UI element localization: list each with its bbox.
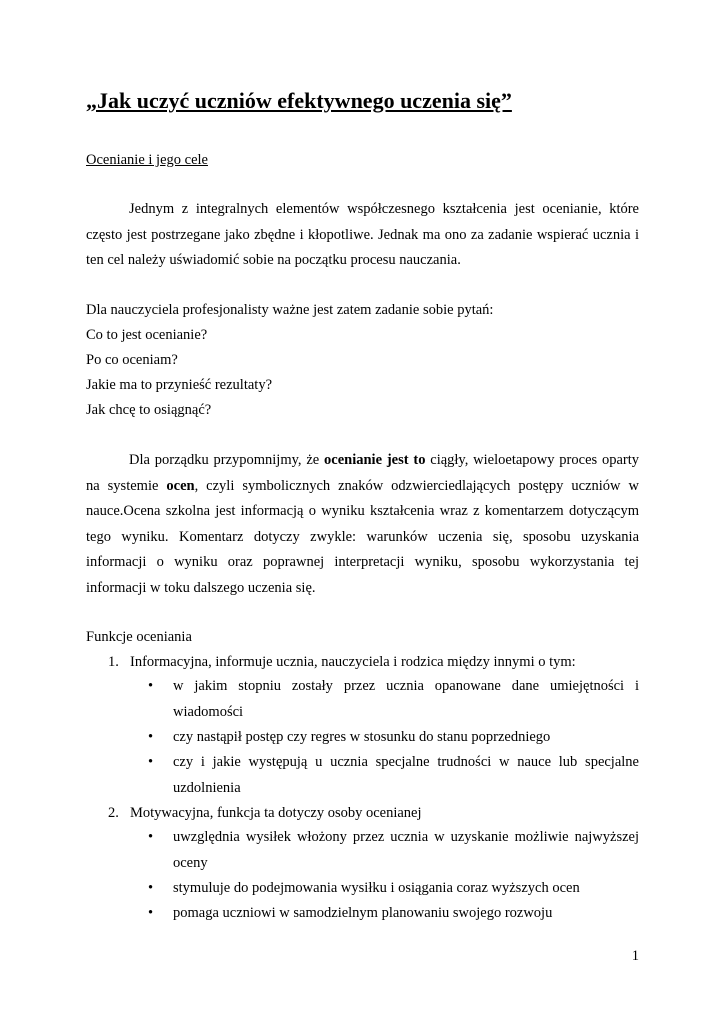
- questions-intro: Dla nauczyciela profesjonalisty ważne jest zatem zadanie sobie pytań:: [86, 302, 494, 318]
- section-title: Ocenianie i jego cele: [86, 152, 208, 168]
- bullet-icon: •: [148, 905, 154, 921]
- bullet-icon: •: [148, 729, 154, 745]
- item-label: Motywacyjna, funkcja ta dotyczy osoby ocenianej: [130, 805, 422, 821]
- numbered-item: [108, 801, 422, 825]
- bullet-item: [148, 674, 639, 725]
- question-item: Jakie ma to przynieść rezultaty?: [86, 377, 273, 393]
- bullet-text: pomaga uczniowi w samodzielnym planowaniu swojego rozwoju: [173, 905, 553, 921]
- question-item: Co to jest ocenianie?: [86, 327, 208, 343]
- bullet-text: w jakim stopniu zostały przez ucznia opanowane dane umiejętności i wiadomości: [173, 678, 639, 720]
- definition-bold-2: ocen: [166, 477, 195, 494]
- item-label: Informacyjna, informuje ucznia, nauczyciela i rodzica między innymi o tym:: [130, 654, 576, 670]
- bullet-item: [148, 725, 639, 751]
- intro-paragraph: Jednym z integralnych elementów współczesnego kształcenia jest ocenianie, które często jest postrzegane jako zbędne i kłopotliwe. Jednak ma ono za zadanie wspierać ucznia i ten cel należy uświadomić sobie na początku procesu nauczania.: [86, 201, 639, 268]
- numbered-item: [108, 650, 576, 674]
- item-number: 1.: [108, 654, 119, 670]
- bullet-icon: •: [148, 829, 154, 845]
- document-title: „Jak uczyć uczniów efektywnego uczenia się”: [86, 88, 512, 113]
- functions-title: Funkcje oceniania: [86, 629, 192, 645]
- item-number: 2.: [108, 805, 119, 821]
- bullet-text: czy nastąpił postęp czy regres w stosunku do stanu poprzedniego: [173, 729, 551, 745]
- bullet-item: [148, 901, 639, 927]
- bullet-item: [148, 750, 639, 801]
- bullet-icon: •: [148, 754, 154, 770]
- bullet-item: [148, 825, 639, 876]
- bullet-icon: •: [148, 880, 154, 896]
- bullet-icon: •: [148, 678, 154, 694]
- definition-paragraph: [86, 448, 639, 601]
- definition-text-2: ciągły, wieloetapowy proces oparty na systemie: [86, 452, 639, 494]
- definition-bold-1: ocenianie jest to: [324, 452, 426, 468]
- page-number: 1: [631, 948, 639, 964]
- bullet-item: [148, 876, 639, 902]
- bullet-text: stymuluje do podejmowania wysiłku i osiągania coraz wyższych ocen: [173, 880, 580, 896]
- definition-text-1: Dla porządku przypomnijmy, że: [129, 452, 325, 468]
- definition-text-3: , czyli symbolicznych znaków odzwierciedlających postępy uczniów w nauce.Ocena szkolna jest informacją o wyniku kształcenia wraz z komentarzem dotyczącym tego wyniku. Komentarz dotyczy zwykle: warunków uczenia się, sposobu uzyskania informacji o wyniku oraz poprawnej interpretacji wyniku, sposobu wykorzystania tej informacji w toku dalszego uczenia się.: [86, 477, 639, 596]
- bullet-text: czy i jakie występują u ucznia specjalne trudności w nauce lub specjalne uzdolnienia: [173, 754, 639, 796]
- question-item: Po co oceniam?: [86, 352, 178, 368]
- question-item: Jak chcę to osiągnąć?: [86, 402, 212, 418]
- bullet-text: uwzględnia wysiłek włożony przez ucznia w uzyskanie możliwie najwyższej oceny: [173, 829, 639, 871]
